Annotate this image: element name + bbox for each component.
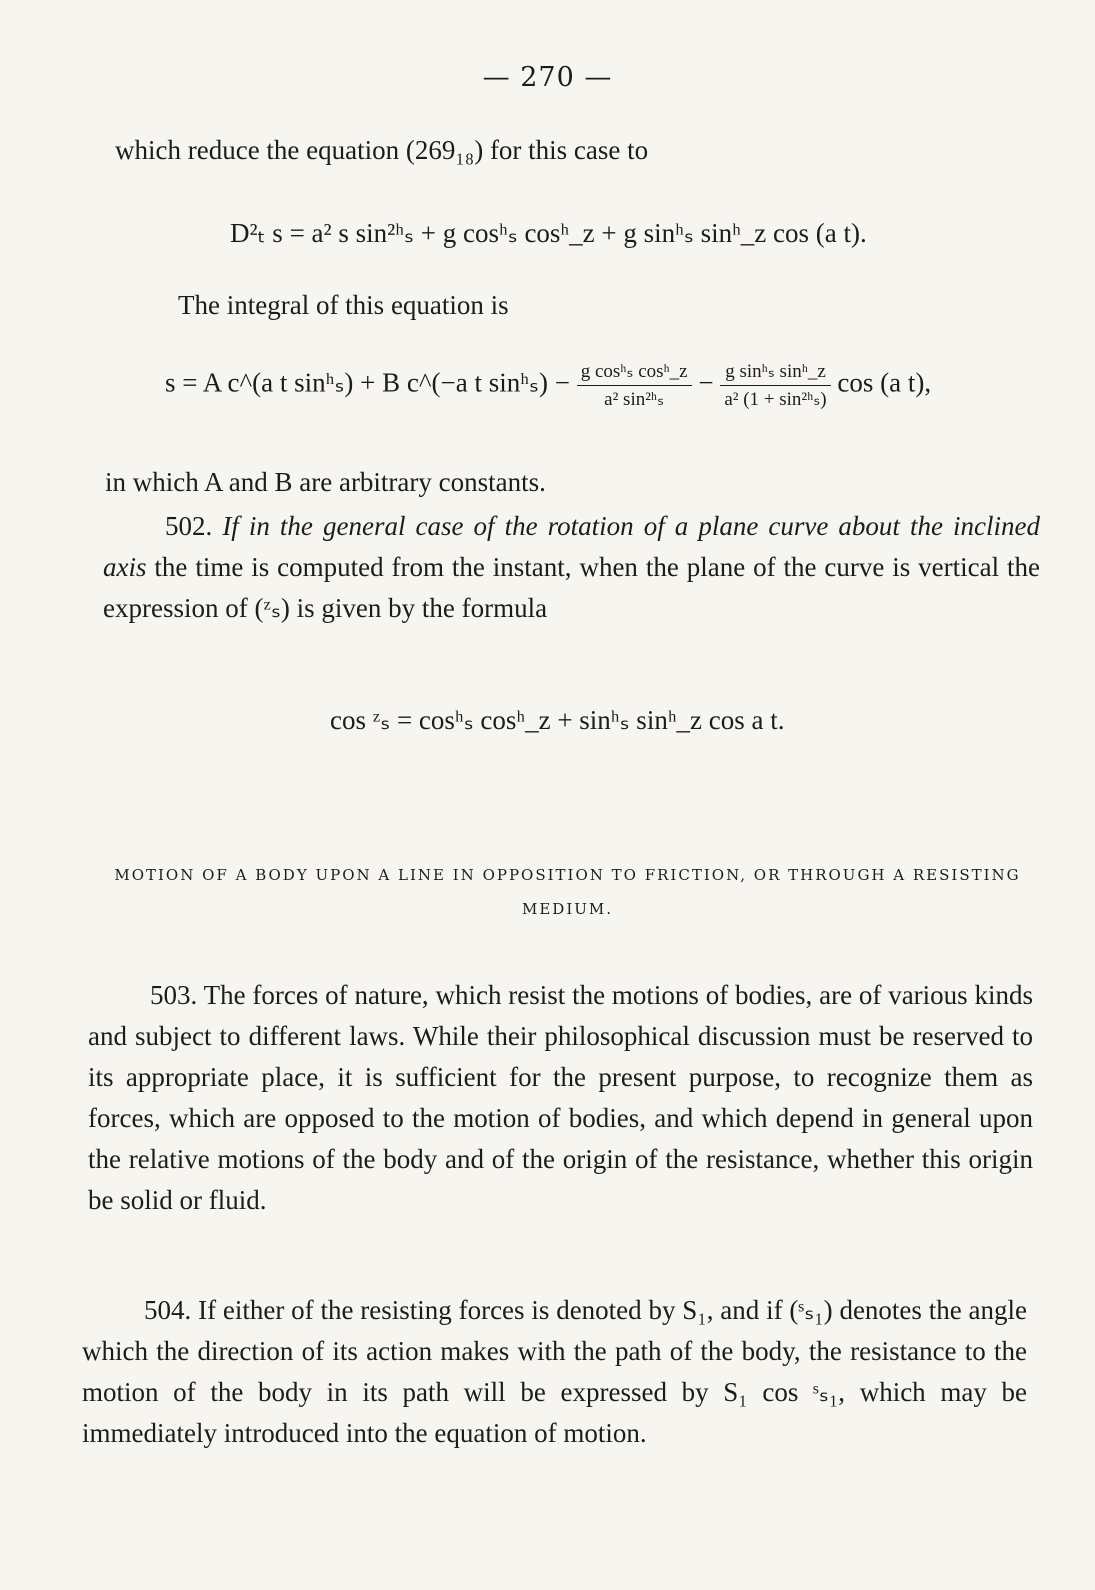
paragraph-502-italic: If in the general case of the rotation of a plane curve about the inclined axis	[103, 511, 1040, 582]
intro-line: which reduce the equation (269₁₈) for this case to	[115, 135, 649, 165]
paragraph-504-number: 504.	[144, 1295, 192, 1325]
fraction-1-numerator: g cosʰₛ cosʰ_z	[577, 360, 692, 386]
constants-line: in which A and B are arbitrary constants.	[105, 467, 546, 497]
equation-2	[165, 360, 931, 411]
page-number: — 270 —	[482, 62, 613, 93]
paragraph-502-text: the time is computed from the instant, when the plane of the curve is vertical the expression of (ᶻₛ) is given by the formula	[103, 552, 1041, 623]
fraction-2-numerator: g sinʰₛ sinʰ_z	[720, 360, 830, 386]
paragraph-503-number: 503.	[150, 980, 198, 1010]
paragraph-502-number: 502.	[165, 511, 213, 541]
equation-2-fraction-1	[577, 360, 692, 411]
paragraph-503	[88, 975, 1033, 1221]
paragraph-504	[82, 1290, 1027, 1454]
paragraph-503-text: The forces of nature, which resist the motions of bodies, are of various kinds and subject to different laws. While their philosophical discussion must be reserved to its appropriate place, it is sufficient for the present purpose, to recognize them as forces, which are opposed to the motion of bodies, and which depend in general upon the relative motions of the body and of the origin of the resistance, whether this origin be solid or fluid.	[88, 980, 1034, 1215]
paragraph-504-text: If either of the resisting forces is denoted by S₁, and if (ˢₛ₁) denotes the angle which the direction of its action makes with the path of the body, the resistance to the motion of the body in its path will be expressed by S₁ cos ˢₛ₁, which may be immediately introduced into the equation of motion.	[82, 1295, 1028, 1448]
equation-2-fraction-2	[720, 360, 830, 411]
integral-line: The integral of this equation is	[178, 290, 509, 320]
equation-2-tail: cos (a t),	[837, 367, 932, 398]
equation-3: cos ᶻₛ = cosʰₛ cosʰ_z + sinʰₛ sinʰ_z cos a t.	[330, 705, 785, 735]
equation-1: D²ₜ s = a² s sin²ʰₛ + g cosʰₛ cosʰ_z + g sinʰₛ sinʰ_z cos (a t).	[230, 218, 867, 248]
fraction-2-denominator: a² (1 + sin²ʰₛ)	[724, 389, 827, 410]
equation-2-lead: s = A c^(a t sinʰₛ) + B c^(−a t sinʰₛ) −	[165, 367, 570, 398]
section-heading: MOTION OF A BODY UPON A LINE IN OPPOSITION TO FRICTION, OR THROUGH A RESISTING MEDIUM.	[114, 866, 1021, 918]
fraction-1-denominator: a² sin²ʰₛ	[604, 389, 665, 410]
paragraph-502	[103, 506, 1040, 629]
equation-2-minus: −	[698, 367, 714, 398]
